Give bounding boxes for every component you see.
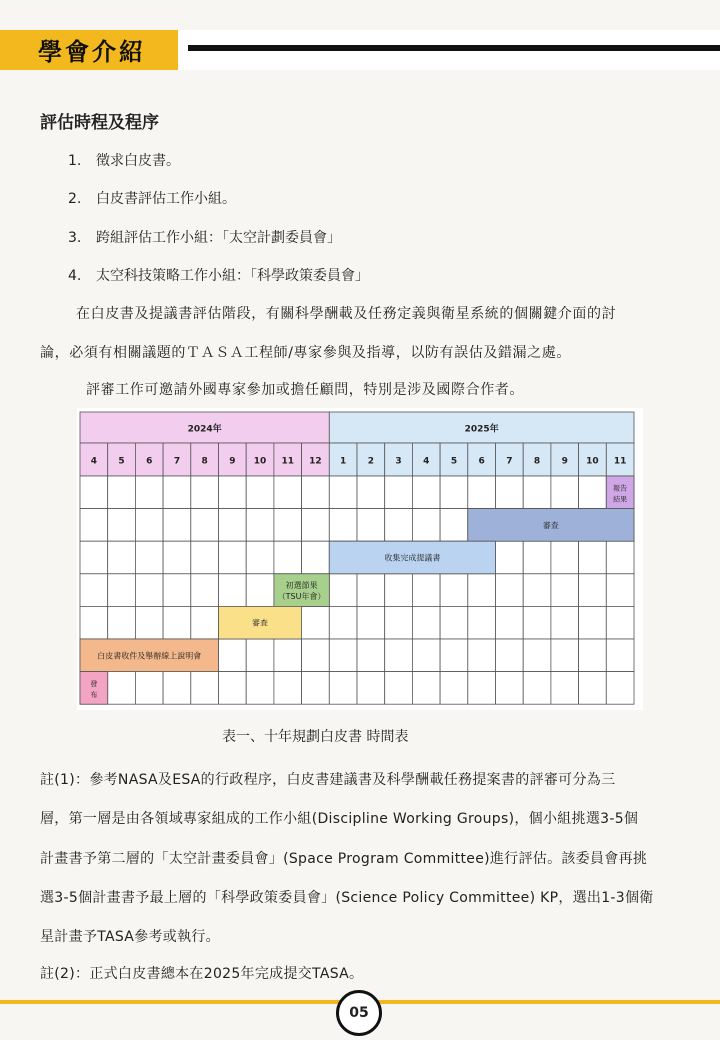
grid-cell [551,541,579,574]
grid-cell [302,672,330,705]
grid-cell [440,476,468,509]
timeline-table [77,408,643,710]
note-line: 選3-5個計畫書予最上層的「科學政策委員會」(Science Policy Committee) KP，選出1-3個衛 [40,890,654,906]
grid-cell [523,672,551,705]
grid-cell [80,476,108,509]
year-header-label: 2024年 [187,424,222,435]
month-header-label: 4 [90,456,97,467]
grid-cell [135,574,163,607]
month-header-label: 10 [253,456,267,467]
step-number: 3. [68,230,82,246]
month-header-label: 9 [229,456,236,467]
month-header-label: 12 [309,456,322,467]
grid-cell [551,574,579,607]
grid-cell [385,476,413,509]
grid-cell [357,509,385,542]
grid-cell [219,541,247,574]
page-number: 05 [336,990,382,1036]
grid-cell [579,639,607,672]
grid-cell [551,476,579,509]
grid-cell [412,639,440,672]
month-header-label: 1 [340,456,347,467]
month-header-label: 11 [281,456,295,467]
grid-cell [440,509,468,542]
grid-cell [329,509,357,542]
note-line: 星計畫予TASA參考或執行。 [40,929,220,945]
task-label: 白皮書收件及舉辦線上說明會 [97,651,202,661]
grid-cell [135,476,163,509]
timeline-grid [77,408,643,710]
month-header-label: 9 [561,456,568,467]
grid-cell [357,672,385,705]
step-number: 1. [68,153,82,169]
month-header-label: 8 [201,456,208,467]
step-text: 白皮書評估工作小組。 [96,191,236,207]
grid-cell [523,574,551,607]
grid-cell [523,541,551,574]
task-label: 發 [90,679,98,688]
grid-cell [551,639,579,672]
grid-cell [274,541,302,574]
grid-cell [606,541,634,574]
grid-cell [135,541,163,574]
month-header-label: 5 [450,456,458,467]
grid-cell [385,509,413,542]
task-label: 初選節果 [285,581,318,591]
month-header-label: 6 [146,456,153,467]
grid-cell [357,476,385,509]
grid-cell [440,672,468,705]
grid-cell [191,574,219,607]
grid-cell [274,509,302,542]
grid-cell [329,639,357,672]
grid-cell [496,639,524,672]
grid-cell [219,639,247,672]
grid-cell [108,574,136,607]
grid-cell [496,541,524,574]
grid-cell [302,476,330,509]
grid-cell [606,574,634,607]
note-line: 層，第一層是由各領域專家組成的工作小組(Discipline Working Groups)，個小組挑選3-5個 [40,811,639,827]
grid-cell [468,574,496,607]
task-label: 收集完成提議書 [384,553,441,563]
month-header-label: 4 [423,456,430,467]
grid-cell [468,672,496,705]
month-header-label: 6 [478,456,485,467]
grid-cell [551,672,579,705]
grid-cell [302,606,330,639]
grid-cell [468,606,496,639]
grid-cell [191,509,219,542]
grid-cell [191,541,219,574]
grid-cell [80,574,108,607]
grid-cell [329,606,357,639]
grid-cell [468,476,496,509]
month-header-label: 5 [118,456,125,467]
grid-cell [385,639,413,672]
grid-cell [496,672,524,705]
grid-cell [496,574,524,607]
grid-cell [108,672,136,705]
grid-cell [108,606,136,639]
grid-cell [274,476,302,509]
month-header-label: 7 [173,456,181,467]
grid-cell [135,606,163,639]
grid-cell [357,639,385,672]
grid-cell [329,574,357,607]
grid-cell [219,574,247,607]
month-header-label: 2 [367,456,374,467]
grid-cell [219,672,247,705]
header-rule [188,45,720,51]
grid-cell [163,541,191,574]
grid-cell [191,672,219,705]
step-item [68,227,341,247]
step-number: 2. [68,191,82,207]
grid-cell [246,574,274,607]
task-label: 報告 [613,484,628,493]
grid-cell [302,509,330,542]
grid-cell [412,606,440,639]
grid-cell [606,672,634,705]
task-label: 審查 [542,520,559,530]
section-title: 評估時程及程序 [40,113,159,133]
grid-cell [191,476,219,509]
grid-cell [246,639,274,672]
grid-cell [329,476,357,509]
grid-cell [468,639,496,672]
grid-cell [412,476,440,509]
month-header-label: 11 [613,456,627,467]
grid-cell [496,606,524,639]
month-header-label: 8 [533,456,541,467]
grid-cell [191,606,219,639]
task-label: （TSU年會） [277,592,326,602]
grid-cell [108,541,136,574]
page-header-title: 學會介紹 [38,38,146,66]
grid-cell [302,541,330,574]
grid-cell [440,574,468,607]
month-header-label: 3 [395,456,402,467]
table-caption: 表一、十年規劃白皮書 時間表 [222,729,409,745]
grid-cell [385,574,413,607]
grid-cell [80,541,108,574]
grid-cell [579,574,607,607]
grid-cell [523,639,551,672]
grid-cell [440,606,468,639]
grid-cell [385,606,413,639]
grid-cell [551,606,579,639]
grid-cell [163,509,191,542]
grid-cell [412,509,440,542]
note-line: 註(2)：正式白皮書總本在2025年完成提交TASA。 [40,966,364,982]
grid-cell [246,476,274,509]
grid-cell [219,509,247,542]
grid-cell [80,606,108,639]
grid-cell [163,606,191,639]
grid-cell [302,639,330,672]
step-item [68,150,180,170]
grid-cell [579,606,607,639]
grid-cell [246,672,274,705]
grid-cell [108,509,136,542]
grid-cell [523,606,551,639]
grid-cell [135,672,163,705]
grid-cell [579,476,607,509]
footer-line-right [378,1000,720,1004]
grid-cell [385,672,413,705]
grid-cell [80,509,108,542]
grid-cell [606,639,634,672]
month-header-label: 10 [586,456,599,467]
task-label: 布 [90,690,98,699]
grid-cell [163,476,191,509]
step-item [68,265,369,285]
grid-cell [496,476,524,509]
paragraph-line: 評審工作可邀請外國專家參加或擔任顧問，特別是涉及國際合作者。 [86,382,524,398]
step-text: 太空科技策略工作小組：「科學政策委員會」 [96,268,369,284]
grid-cell [274,672,302,705]
grid-cell [357,606,385,639]
step-item [68,188,236,208]
grid-cell [108,476,136,509]
grid-cell [329,672,357,705]
grid-cell [579,672,607,705]
grid-cell [163,574,191,607]
grid-cell [440,639,468,672]
year-header-label: 2025年 [464,424,499,435]
paragraph-line: 在白皮書及提議書評估階段，有關科學酬載及任務定義與衛星系統的個關鍵介面的討 [76,306,617,322]
footer-line-left [0,1000,342,1004]
step-text: 跨組評估工作小組：「太空計劃委員會」 [96,230,341,246]
grid-cell [163,672,191,705]
step-text: 徵求白皮書。 [96,153,180,169]
grid-cell [274,639,302,672]
grid-cell [246,541,274,574]
step-number: 4. [68,268,82,284]
grid-cell [523,476,551,509]
note-line: 註(1)：參考NASA及ESA的行政程序，白皮書建議書及科學酬載任務提案書的評審可分為三 [40,772,616,788]
month-header-label: 7 [506,456,513,467]
grid-cell [412,672,440,705]
task-label: 結果 [613,495,628,504]
grid-cell [579,541,607,574]
grid-cell [135,509,163,542]
note-line: 計畫書予第二層的「太空計畫委員會」(Space Program Committee)進行評估。該委員會再挑 [40,851,648,867]
grid-cell [219,476,247,509]
grid-cell [412,574,440,607]
grid-cell [357,574,385,607]
grid-cell [606,606,634,639]
task-label: 審查 [252,618,269,628]
grid-cell [246,509,274,542]
paragraph-line: 論，必須有相關議題的ＴＡＳＡ工程師/專家參與及指導，以防有誤估及錯漏之處。 [40,345,571,361]
